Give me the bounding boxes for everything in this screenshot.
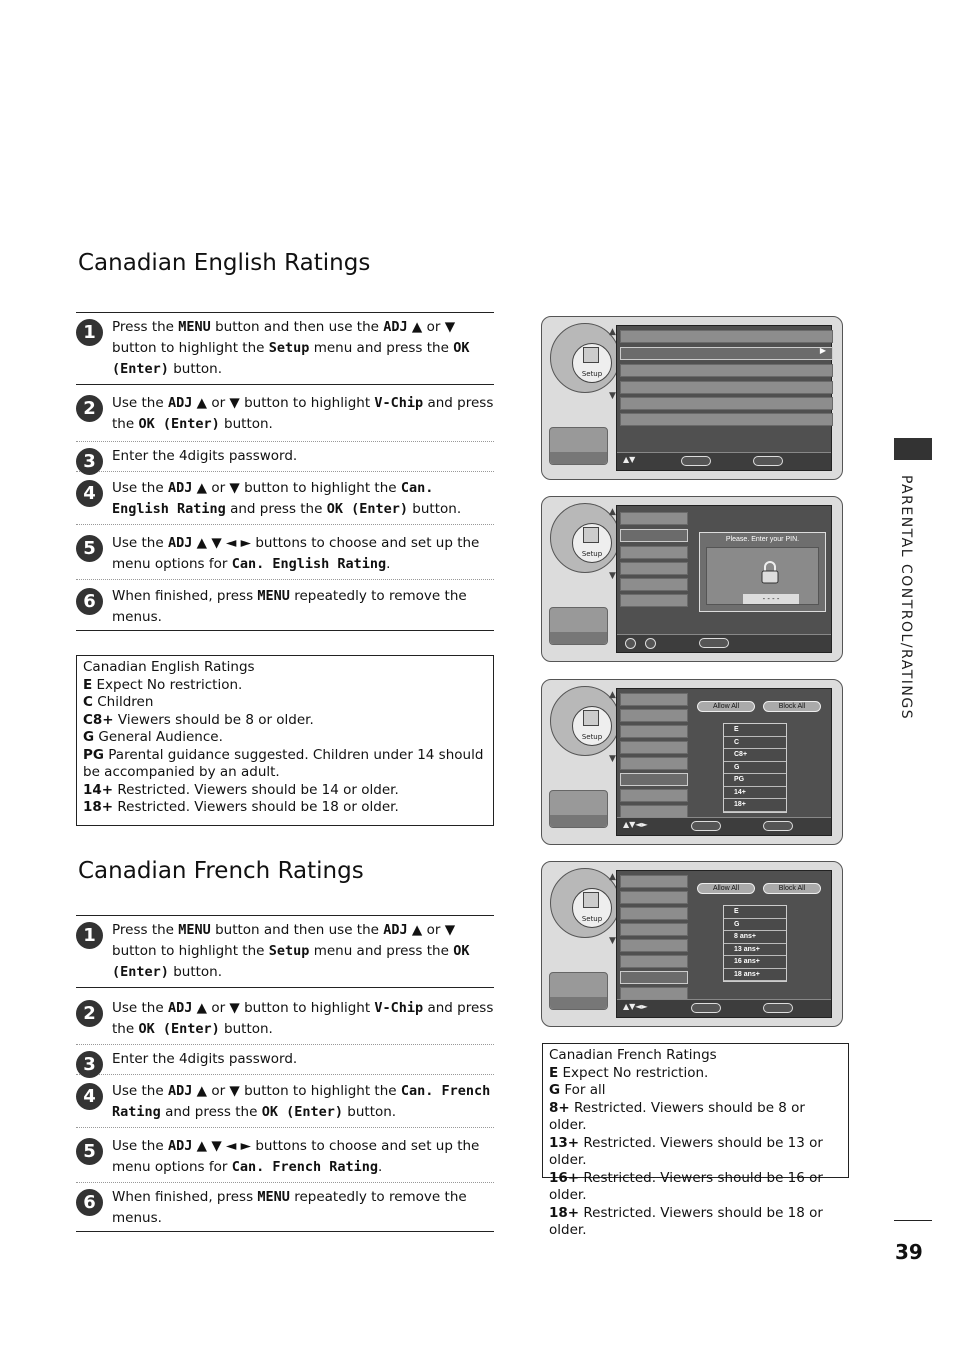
step-number: 6 [76, 1189, 103, 1216]
rating-option[interactable]: 8 ans+ [724, 931, 786, 944]
step-number: 3 [76, 448, 103, 475]
setup-menu-screen [541, 316, 843, 480]
step-text: Use the ADJ ▲ or ▼ button to highlight V-Chip and press the OK (Enter) button. [112, 395, 494, 432]
section-tab [894, 438, 932, 460]
step-number: 1 [76, 922, 103, 949]
step-number: 2 [76, 395, 103, 422]
allow-all-button[interactable]: Allow All [697, 883, 755, 894]
step-3 [76, 1045, 494, 1075]
rating-line: 16+ Restricted. Viewers should be 16 or older. [549, 1169, 823, 1203]
lock-icon [759, 560, 781, 584]
setup-label: Setup [572, 706, 612, 746]
step-number: 6 [76, 588, 103, 615]
up-arrow-icon: ▲ [609, 872, 616, 882]
pin-field: - - - - [743, 594, 799, 604]
step-number: 1 [76, 319, 103, 346]
step-6 [76, 580, 494, 631]
rating-line: 8+ Restricted. Viewers should be 8 or older. [549, 1099, 805, 1133]
menu-panel [616, 688, 832, 836]
box-title: Canadian English Ratings [83, 659, 255, 675]
rating-option[interactable]: PG [724, 774, 786, 787]
step-text: When finished, press MENU repeatedly to remove the menus. [112, 1189, 467, 1226]
rating-option[interactable]: 18 ans+ [724, 969, 786, 982]
page-number: 39 [895, 1240, 923, 1264]
nav-hint: ▲▼◄► [623, 1002, 648, 1011]
menu-wheel [550, 686, 616, 766]
french-rating-screen [541, 861, 843, 1027]
menu-wheel [550, 323, 616, 403]
english-heading: Canadian English Ratings [78, 250, 371, 276]
menu-panel [616, 505, 832, 653]
nav-pill [753, 456, 783, 466]
step-text: Press the MENU button and then use the ADJ ▲ or ▼ button to highlight the Setup menu and press the OK (Enter) button. [112, 319, 470, 377]
nav-bar [617, 817, 831, 835]
step-6 [76, 1183, 494, 1232]
rating-line: PG Parental guidance suggested. Children under 14 should be accompanied by an adult. [83, 746, 484, 780]
step-2 [76, 385, 494, 442]
step-number: 5 [76, 1138, 103, 1165]
rating-option[interactable]: G [724, 762, 786, 775]
nav-pill [763, 1003, 793, 1013]
setup-icon [583, 710, 599, 726]
step-4 [76, 472, 494, 525]
step-number: 5 [76, 535, 103, 562]
nav-pill [699, 638, 729, 648]
english-ratings-box [76, 655, 494, 826]
menu-wheel [550, 503, 616, 583]
setup-label: Setup [572, 888, 612, 928]
french-ratings-box [542, 1043, 849, 1238]
menu-panel [616, 870, 832, 1018]
step-text: Use the ADJ ▲ ▼ ◄ ► buttons to choose and set up the menu options for Can. French Rating. [112, 1138, 480, 1175]
nav-hint: ▲▼◄► [623, 820, 648, 829]
pin-entry-screen [541, 496, 843, 662]
nav-pill [763, 821, 793, 831]
step-number: 3 [76, 1051, 103, 1078]
up-arrow-icon: ▲ [609, 507, 616, 517]
circle-icon [625, 638, 636, 649]
circle-icon [645, 638, 656, 649]
nav-bar [617, 452, 831, 470]
step-1 [76, 916, 494, 988]
rating-option[interactable]: E [724, 724, 786, 737]
step-text: Enter the 4digits password. [112, 448, 298, 464]
setup-label: Setup [572, 523, 612, 563]
rating-line: 13+ Restricted. Viewers should be 13 or older. [549, 1134, 823, 1168]
block-all-button[interactable]: Block All [763, 883, 821, 894]
up-arrow-icon: ▲ [609, 690, 616, 700]
step-number: 4 [76, 480, 103, 507]
step-text: Use the ADJ ▲ or ▼ button to highlight the Can. English Rating and press the OK (Enter) button. [112, 480, 462, 517]
rating-option[interactable]: 13 ans+ [724, 944, 786, 957]
setup-icon [583, 347, 599, 363]
rating-line: 14+ Restricted. Viewers should be 14 or older. [83, 781, 399, 798]
step-text: Press the MENU button and then use the ADJ ▲ or ▼ button to highlight the Setup menu and press the OK (Enter) button. [112, 922, 470, 980]
page-rule [894, 1220, 932, 1221]
nav-hint: ▲▼ [623, 455, 636, 464]
nav-pill [681, 456, 711, 466]
down-arrow-icon: ▼ [609, 754, 616, 764]
rating-line: E Expect No restriction. [549, 1064, 709, 1081]
french-heading: Canadian French Ratings [78, 858, 364, 884]
step-text: Use the ADJ ▲ or ▼ button to highlight the Can. French Rating and press the OK (Enter) button. [112, 1083, 491, 1120]
rating-line: G General Audience. [83, 729, 223, 745]
pin-title: Please. Enter your PIN. [725, 536, 800, 543]
rating-option[interactable]: G [724, 919, 786, 932]
step-text: Use the ADJ ▲ or ▼ button to highlight V-Chip and press the OK (Enter) button. [112, 1000, 494, 1037]
step-5 [76, 525, 494, 580]
menu-panel [616, 325, 832, 471]
menu-side-button [549, 972, 608, 1010]
step-3 [76, 442, 494, 472]
step-number: 4 [76, 1083, 103, 1110]
english-steps [76, 312, 494, 631]
step-4 [76, 1075, 494, 1128]
rating-line: 18+ Restricted. Viewers should be 18 or older. [83, 799, 399, 815]
step-5 [76, 1128, 494, 1183]
box-title: Canadian French Ratings [549, 1047, 717, 1063]
rating-line: C8+ Viewers should be 8 or older. [83, 711, 314, 728]
rating-option[interactable]: 16 ans+ [724, 956, 786, 969]
down-arrow-icon: ▼ [609, 936, 616, 946]
rating-line: E Expect No restriction. [83, 676, 243, 693]
section-label: PARENTAL CONTROL/RATINGS [898, 475, 914, 721]
rating-option[interactable]: C8+ [724, 749, 786, 762]
down-arrow-icon: ▼ [609, 391, 616, 401]
rating-line: G For all [549, 1082, 606, 1098]
french-rating-list [723, 905, 787, 982]
rating-option[interactable]: C [724, 737, 786, 750]
pin-dialog [699, 532, 826, 612]
setup-icon [583, 892, 599, 908]
right-arrow-icon: ▶ [819, 346, 826, 355]
menu-side-button [549, 607, 608, 645]
step-text: Use the ADJ ▲ ▼ ◄ ► buttons to choose and set up the menu options for Can. English Rating. [112, 535, 480, 572]
french-steps [76, 915, 494, 1232]
setup-label: Setup [572, 343, 612, 383]
rating-option[interactable]: 18+ [724, 799, 786, 812]
step-text: When finished, press MENU repeatedly to remove the menus. [112, 588, 467, 625]
rating-option[interactable]: 14+ [724, 787, 786, 800]
nav-pill [691, 821, 721, 831]
up-arrow-icon: ▲ [609, 327, 616, 337]
english-rating-list [723, 723, 787, 813]
rating-line: 18+ Restricted. Viewers should be 18 or older. [549, 1204, 823, 1238]
menu-side-button [549, 790, 608, 828]
english-rating-screen [541, 679, 843, 845]
nav-bar [617, 999, 831, 1017]
menu-side-button [549, 427, 608, 465]
rating-option[interactable]: E [724, 906, 786, 919]
step-number: 2 [76, 1000, 103, 1027]
step-2 [76, 988, 494, 1045]
nav-bar [617, 634, 831, 652]
menu-wheel [550, 868, 616, 948]
rating-line: C Children [83, 694, 154, 710]
down-arrow-icon: ▼ [609, 571, 616, 581]
nav-pill [691, 1003, 721, 1013]
block-all-button[interactable]: Block All [763, 701, 821, 712]
step-1 [76, 313, 494, 385]
step-text: Enter the 4digits password. [112, 1051, 298, 1067]
setup-icon [583, 527, 599, 543]
allow-all-button[interactable]: Allow All [697, 701, 755, 712]
